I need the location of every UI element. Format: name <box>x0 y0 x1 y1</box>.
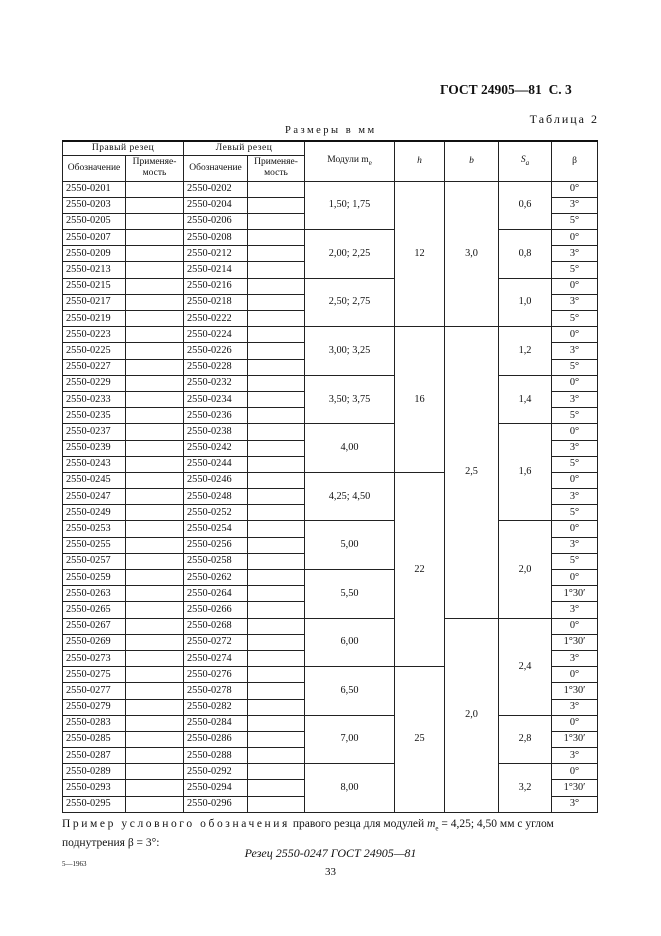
beta-cell: 5° <box>552 505 598 521</box>
s-cell: 2,0 <box>499 521 552 618</box>
s-cell: 0,8 <box>499 230 552 279</box>
left-applicability-cell <box>248 780 305 796</box>
left-applicability-cell <box>248 375 305 391</box>
right-applicability-cell <box>126 667 184 683</box>
right-applicability-cell <box>126 521 184 537</box>
left-designation-cell: 2550-0236 <box>184 408 248 424</box>
left-applicability-cell <box>248 230 305 246</box>
table-body <box>63 181 598 812</box>
right-designation-cell: 2550-0229 <box>63 375 126 391</box>
table-row <box>63 764 598 780</box>
s-cell: 2,4 <box>499 618 552 715</box>
s-cell: 0,6 <box>499 181 552 230</box>
right-designation-cell: 2550-0209 <box>63 246 126 262</box>
table-row <box>63 618 598 634</box>
s-cell: 1,6 <box>499 424 552 521</box>
beta-cell: 0° <box>552 181 598 197</box>
table-row <box>63 375 598 391</box>
right-designation-cell: 2550-0259 <box>63 570 126 586</box>
right-applicability-cell <box>126 311 184 327</box>
right-applicability-header: Применяе-мость <box>126 155 184 181</box>
left-applicability-cell <box>248 683 305 699</box>
left-designation-cell: 2550-0282 <box>184 699 248 715</box>
right-designation-cell: 2550-0243 <box>63 456 126 472</box>
right-applicability-cell <box>126 764 184 780</box>
modules-cell: 3,00; 3,25 <box>305 327 395 376</box>
cutter-table <box>62 140 598 813</box>
left-applicability-cell <box>248 586 305 602</box>
h-cell: 12 <box>395 181 445 327</box>
right-applicability-cell <box>126 408 184 424</box>
right-designation-cell: 2550-0273 <box>63 650 126 666</box>
left-designation-cell: 2550-0294 <box>184 780 248 796</box>
s-cell: 2,8 <box>499 715 552 764</box>
modules-cell: 2,00; 2,25 <box>305 230 395 279</box>
left-designation-cell: 2550-0222 <box>184 311 248 327</box>
right-designation-cell: 2550-0289 <box>63 764 126 780</box>
b-header: b <box>445 141 499 181</box>
right-applicability-cell <box>126 246 184 262</box>
right-designation-cell: 2550-0275 <box>63 667 126 683</box>
left-designation-cell: 2550-0218 <box>184 294 248 310</box>
left-designation-cell: 2550-0256 <box>184 537 248 553</box>
h-cell: 16 <box>395 327 445 473</box>
b-cell: 3,0 <box>445 181 499 327</box>
right-designation-header: Обозначение <box>63 155 126 181</box>
left-applicability-cell <box>248 408 305 424</box>
beta-cell: 5° <box>552 262 598 278</box>
beta-cell: 5° <box>552 408 598 424</box>
left-designation-cell: 2550-0204 <box>184 197 248 213</box>
beta-cell: 3° <box>552 343 598 359</box>
right-designation-cell: 2550-0219 <box>63 311 126 327</box>
left-designation-cell: 2550-0246 <box>184 472 248 488</box>
left-applicability-cell <box>248 796 305 812</box>
right-applicability-cell <box>126 618 184 634</box>
h-cell: 25 <box>395 667 445 813</box>
left-applicability-cell <box>248 278 305 294</box>
right-applicability-cell <box>126 731 184 747</box>
modules-cell: 6,50 <box>305 667 395 716</box>
beta-cell: 1°30′ <box>552 731 598 747</box>
example-text-1: правого резца для модулей <box>289 818 428 830</box>
page-label: С. 3 <box>548 82 572 97</box>
left-designation-cell: 2550-0238 <box>184 424 248 440</box>
modules-cell: 7,00 <box>305 715 395 764</box>
left-designation-cell: 2550-0272 <box>184 634 248 650</box>
right-applicability-cell <box>126 440 184 456</box>
right-applicability-cell <box>126 699 184 715</box>
left-applicability-cell <box>248 699 305 715</box>
h-cell: 22 <box>395 472 445 666</box>
left-designation-cell: 2550-0226 <box>184 343 248 359</box>
right-designation-cell: 2550-0253 <box>63 521 126 537</box>
right-designation-cell: 2550-0295 <box>63 796 126 812</box>
right-applicability-cell <box>126 748 184 764</box>
right-applicability-cell <box>126 327 184 343</box>
left-applicability-cell <box>248 246 305 262</box>
right-applicability-cell <box>126 586 184 602</box>
left-designation-cell: 2550-0258 <box>184 553 248 569</box>
beta-cell: 3° <box>552 748 598 764</box>
b-cell: 2,0 <box>445 618 499 812</box>
table-row <box>63 278 598 294</box>
right-designation-cell: 2550-0247 <box>63 489 126 505</box>
right-applicability-cell <box>126 456 184 472</box>
beta-cell: 3° <box>552 197 598 213</box>
beta-cell: 0° <box>552 715 598 731</box>
left-applicability-cell <box>248 489 305 505</box>
modules-cell: 8,00 <box>305 764 395 813</box>
modules-cell: 4,00 <box>305 424 395 473</box>
left-applicability-cell <box>248 262 305 278</box>
right-applicability-cell <box>126 213 184 229</box>
table-caption: Таблица 2 <box>529 112 599 126</box>
beta-cell: 3° <box>552 489 598 505</box>
document-header <box>440 82 572 98</box>
h-header: h <box>395 141 445 181</box>
right-designation-cell: 2550-0213 <box>63 262 126 278</box>
right-designation-cell: 2550-0249 <box>63 505 126 521</box>
table-row <box>63 181 598 197</box>
left-applicability-cell <box>248 424 305 440</box>
right-applicability-cell <box>126 375 184 391</box>
s-cell: 3,2 <box>499 764 552 813</box>
left-designation-cell: 2550-0224 <box>184 327 248 343</box>
right-designation-cell: 2550-0245 <box>63 472 126 488</box>
right-applicability-cell <box>126 570 184 586</box>
left-applicability-cell <box>248 570 305 586</box>
left-designation-cell: 2550-0212 <box>184 246 248 262</box>
left-designation-cell: 2550-0274 <box>184 650 248 666</box>
left-designation-cell: 2550-0264 <box>184 586 248 602</box>
left-applicability-cell <box>248 748 305 764</box>
left-applicability-cell <box>248 650 305 666</box>
left-designation-cell: 2550-0292 <box>184 764 248 780</box>
beta-cell: 1°30′ <box>552 634 598 650</box>
right-designation-cell: 2550-0217 <box>63 294 126 310</box>
left-cutter-header: Левый резец <box>184 141 305 155</box>
right-designation-cell: 2550-0239 <box>63 440 126 456</box>
right-applicability-cell <box>126 181 184 197</box>
beta-cell: 0° <box>552 667 598 683</box>
left-applicability-cell <box>248 181 305 197</box>
right-applicability-cell <box>126 489 184 505</box>
example-designation: Резец 2550-0247 ГОСТ 24905—81 <box>244 846 417 860</box>
left-designation-cell: 2550-0248 <box>184 489 248 505</box>
right-applicability-cell <box>126 634 184 650</box>
modules-cell: 6,00 <box>305 618 395 667</box>
right-designation-cell: 2550-0287 <box>63 748 126 764</box>
right-applicability-cell <box>126 262 184 278</box>
right-applicability-cell <box>126 391 184 407</box>
left-designation-header: Обозначение <box>184 155 248 181</box>
table-row <box>63 327 598 343</box>
right-designation-cell: 2550-0269 <box>63 634 126 650</box>
right-designation-cell: 2550-0279 <box>63 699 126 715</box>
example-lead: Пример условного обозначения <box>62 818 290 830</box>
left-designation-cell: 2550-0242 <box>184 440 248 456</box>
beta-cell: 3° <box>552 537 598 553</box>
right-applicability-cell <box>126 553 184 569</box>
left-applicability-cell <box>248 521 305 537</box>
table-row <box>63 424 598 440</box>
beta-cell: 5° <box>552 456 598 472</box>
right-applicability-cell <box>126 230 184 246</box>
right-applicability-cell <box>126 424 184 440</box>
s-cell: 1,4 <box>499 375 552 424</box>
right-designation-cell: 2550-0207 <box>63 230 126 246</box>
beta-cell: 5° <box>552 311 598 327</box>
b-cell: 2,5 <box>445 327 499 618</box>
left-applicability-cell <box>248 440 305 456</box>
beta-cell: 0° <box>552 618 598 634</box>
right-applicability-cell <box>126 715 184 731</box>
table-row <box>63 230 598 246</box>
left-applicability-cell <box>248 327 305 343</box>
beta-cell: 3° <box>552 246 598 262</box>
left-designation-cell: 2550-0234 <box>184 391 248 407</box>
right-cutter-header: Правый резец <box>63 141 184 155</box>
right-designation-cell: 2550-0225 <box>63 343 126 359</box>
left-designation-cell: 2550-0296 <box>184 796 248 812</box>
right-designation-cell: 2550-0203 <box>63 197 126 213</box>
right-designation-cell: 2550-0227 <box>63 359 126 375</box>
right-designation-cell: 2550-0233 <box>63 391 126 407</box>
left-applicability-cell <box>248 456 305 472</box>
beta-cell: 3° <box>552 440 598 456</box>
beta-cell: 0° <box>552 327 598 343</box>
left-designation-cell: 2550-0254 <box>184 521 248 537</box>
right-applicability-cell <box>126 650 184 666</box>
left-designation-cell: 2550-0214 <box>184 262 248 278</box>
right-designation-cell: 2550-0223 <box>63 327 126 343</box>
left-applicability-cell <box>248 343 305 359</box>
right-applicability-cell <box>126 472 184 488</box>
right-applicability-cell <box>126 602 184 618</box>
left-applicability-cell <box>248 391 305 407</box>
left-designation-cell: 2550-0216 <box>184 278 248 294</box>
beta-cell: 5° <box>552 213 598 229</box>
beta-cell: 0° <box>552 230 598 246</box>
beta-cell: 3° <box>552 650 598 666</box>
table-header <box>63 141 598 181</box>
right-applicability-cell <box>126 343 184 359</box>
right-applicability-cell <box>126 505 184 521</box>
beta-header: β <box>552 141 598 181</box>
right-designation-cell: 2550-0283 <box>63 715 126 731</box>
right-applicability-cell <box>126 537 184 553</box>
right-designation-cell: 2550-0205 <box>63 213 126 229</box>
beta-cell: 3° <box>552 602 598 618</box>
left-designation-cell: 2550-0276 <box>184 667 248 683</box>
example-text-2: = 4,25; 4,50 мм с углом поднутрения β = 3°: <box>62 818 554 850</box>
modules-header: Модули $m_e$ <box>305 141 395 181</box>
right-applicability-cell <box>126 780 184 796</box>
right-applicability-cell <box>126 294 184 310</box>
left-applicability-cell <box>248 731 305 747</box>
right-designation-cell: 2550-0285 <box>63 731 126 747</box>
beta-cell: 3° <box>552 391 598 407</box>
left-designation-cell: 2550-0268 <box>184 618 248 634</box>
beta-cell: 1°30′ <box>552 780 598 796</box>
left-applicability-cell <box>248 311 305 327</box>
right-designation-cell: 2550-0263 <box>63 586 126 602</box>
beta-cell: 1°30′ <box>552 586 598 602</box>
beta-cell: 3° <box>552 796 598 812</box>
modules-cell: 2,50; 2,75 <box>305 278 395 327</box>
left-applicability-cell <box>248 715 305 731</box>
left-applicability-cell <box>248 634 305 650</box>
left-designation-cell: 2550-0252 <box>184 505 248 521</box>
left-designation-cell: 2550-0206 <box>184 213 248 229</box>
left-applicability-cell <box>248 197 305 213</box>
right-designation-cell: 2550-0201 <box>63 181 126 197</box>
left-applicability-header: Применяе-мость <box>248 155 305 181</box>
right-applicability-cell <box>126 359 184 375</box>
modules-cell: 3,50; 3,75 <box>305 375 395 424</box>
left-designation-cell: 2550-0228 <box>184 359 248 375</box>
beta-cell: 1°30′ <box>552 683 598 699</box>
left-designation-cell: 2550-0202 <box>184 181 248 197</box>
right-applicability-cell <box>126 796 184 812</box>
left-applicability-cell <box>248 764 305 780</box>
print-mark: 5—1963 <box>62 860 87 868</box>
left-designation-cell: 2550-0288 <box>184 748 248 764</box>
left-applicability-cell <box>248 553 305 569</box>
left-applicability-cell <box>248 213 305 229</box>
left-designation-cell: 2550-0244 <box>184 456 248 472</box>
standard-number: ГОСТ 24905—81 <box>440 82 542 97</box>
left-designation-cell: 2550-0284 <box>184 715 248 731</box>
s-header: $S_a$ <box>499 141 552 181</box>
beta-cell: 0° <box>552 375 598 391</box>
table-row <box>63 521 598 537</box>
beta-cell: 0° <box>552 521 598 537</box>
modules-cell: 4,25; 4,50 <box>305 472 395 521</box>
left-designation-cell: 2550-0208 <box>184 230 248 246</box>
beta-cell: 0° <box>552 424 598 440</box>
left-applicability-cell <box>248 359 305 375</box>
left-designation-cell: 2550-0262 <box>184 570 248 586</box>
left-applicability-cell <box>248 602 305 618</box>
s-cell: 1,0 <box>499 278 552 327</box>
beta-cell: 0° <box>552 570 598 586</box>
right-designation-cell: 2550-0215 <box>63 278 126 294</box>
right-designation-cell: 2550-0235 <box>63 408 126 424</box>
page-number: 33 <box>325 866 336 878</box>
modules-cell: 1,50; 1,75 <box>305 181 395 230</box>
left-applicability-cell <box>248 667 305 683</box>
right-designation-cell: 2550-0267 <box>63 618 126 634</box>
beta-cell: 0° <box>552 472 598 488</box>
left-designation-cell: 2550-0232 <box>184 375 248 391</box>
right-designation-cell: 2550-0293 <box>63 780 126 796</box>
left-designation-cell: 2550-0266 <box>184 602 248 618</box>
right-designation-cell: 2550-0257 <box>63 553 126 569</box>
left-designation-cell: 2550-0286 <box>184 731 248 747</box>
right-designation-cell: 2550-0237 <box>63 424 126 440</box>
right-applicability-cell <box>126 683 184 699</box>
left-designation-cell: 2550-0278 <box>184 683 248 699</box>
example-m: m <box>427 818 436 830</box>
dimensions-title: Размеры в мм <box>285 125 377 136</box>
example-m-sub: e <box>435 824 439 833</box>
beta-cell: 3° <box>552 294 598 310</box>
modules-cell: 5,00 <box>305 521 395 570</box>
right-applicability-cell <box>126 278 184 294</box>
beta-cell: 5° <box>552 359 598 375</box>
beta-cell: 3° <box>552 699 598 715</box>
right-designation-cell: 2550-0277 <box>63 683 126 699</box>
left-applicability-cell <box>248 618 305 634</box>
right-applicability-cell <box>126 197 184 213</box>
right-designation-cell: 2550-0265 <box>63 602 126 618</box>
beta-cell: 0° <box>552 278 598 294</box>
modules-cell: 5,50 <box>305 570 395 619</box>
beta-cell: 0° <box>552 764 598 780</box>
beta-cell: 5° <box>552 553 598 569</box>
left-applicability-cell <box>248 505 305 521</box>
s-cell: 1,2 <box>499 327 552 376</box>
right-designation-cell: 2550-0255 <box>63 537 126 553</box>
left-applicability-cell <box>248 294 305 310</box>
left-applicability-cell <box>248 537 305 553</box>
left-applicability-cell <box>248 472 305 488</box>
table-row <box>63 715 598 731</box>
